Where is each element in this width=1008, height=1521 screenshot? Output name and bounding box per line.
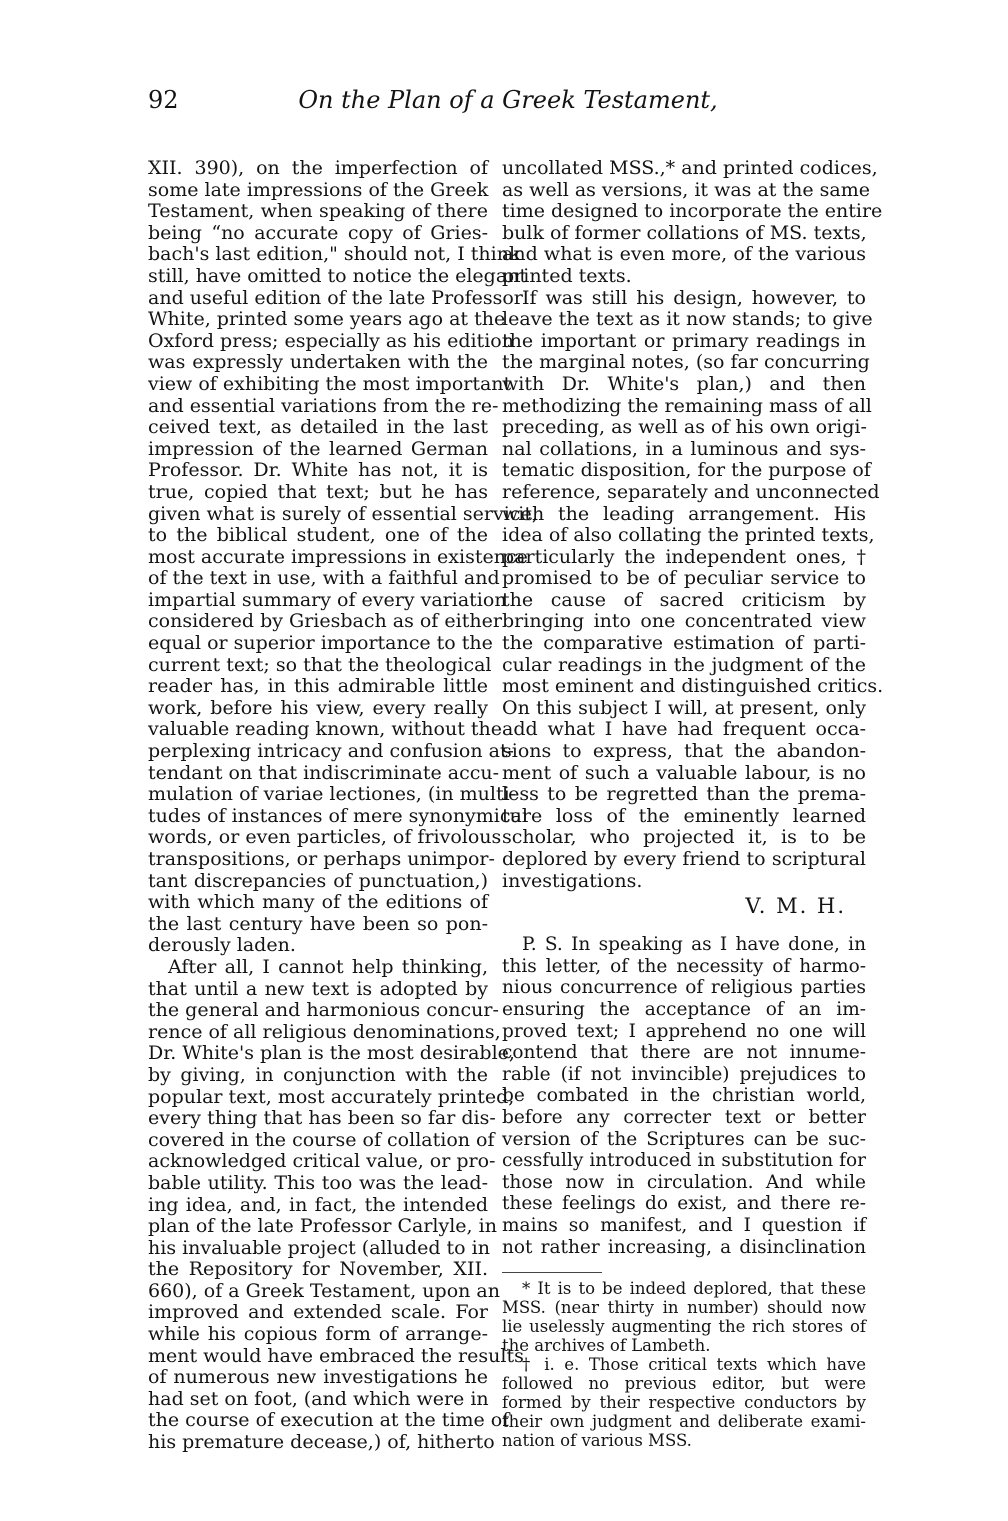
text-line: uncollated MSS.,* and printed codices, xyxy=(502,157,878,179)
text-line: printed texts. xyxy=(502,264,632,287)
text-line: the comparative estimation of parti- xyxy=(502,632,866,655)
text-line: the general and harmonious concur- xyxy=(148,999,499,1022)
signature: V. M. H. xyxy=(745,894,846,919)
text-line: covered in the course of collation of xyxy=(148,1128,495,1151)
text-line: idea of also collating the printed texts, xyxy=(502,524,875,547)
text-line: improved and extended scale. For xyxy=(148,1301,488,1324)
text-line: reference, separately and unconnected xyxy=(502,480,880,503)
text-line: bable utility. This too was the lead- xyxy=(148,1171,488,1194)
text-line: most eminent and distinguished critics. xyxy=(502,675,884,698)
text-line: true, copied that text; but he has xyxy=(148,480,488,503)
text-line: White, printed some years ago at the xyxy=(148,308,506,331)
text-line: tant discrepancies of punctuation,) xyxy=(148,869,488,892)
text-line: bach's last edition," should not, I think xyxy=(148,243,521,266)
text-line: After all, I cannot help thinking, xyxy=(168,955,488,978)
postscript-line: P. S. In speaking as I have done, in xyxy=(522,934,866,956)
text-line: ture loss of the eminently learned xyxy=(502,804,866,827)
text-line: deplored by every friend to scriptural xyxy=(502,848,866,870)
postscript-line: cessfully introduced in substitution for xyxy=(502,1150,866,1172)
page-header xyxy=(148,86,868,126)
text-line: some late impressions of the Greek xyxy=(148,178,489,201)
text-line: tudes of instances of mere synonymical xyxy=(148,804,528,827)
text-line: tematic disposition, for the purpose of xyxy=(502,459,871,482)
text-line: and essential variations from the re- xyxy=(148,394,499,417)
text-line: with Dr. White's plan,) and then xyxy=(502,372,866,395)
text-line: less to be regretted than the prema- xyxy=(502,783,866,806)
footnote-line: the archives of Lambeth. xyxy=(502,1336,711,1356)
text-line: being “no accurate copy of Gries- xyxy=(148,221,488,244)
text-line: XII. 390), on the imperfection of xyxy=(148,157,488,179)
text-line: rence of all religious denominations, xyxy=(148,1020,501,1043)
text-line: add what I have had frequent occa- xyxy=(502,718,866,741)
text-line: reader has, in this admirable little xyxy=(148,675,488,698)
text-line: ment would have embraced the results xyxy=(148,1344,524,1367)
text-line: 660), of a Greek Testament, upon an xyxy=(148,1279,500,1302)
text-line: impression of the learned German xyxy=(148,437,488,460)
footnote-line: lie uselessly augmenting the rich stores of xyxy=(502,1317,866,1337)
postscript-line: ensuring the acceptance of an im- xyxy=(502,998,866,1020)
footnote-line: formed by their respective conductors by xyxy=(502,1393,866,1413)
text-line: transpositions, or perhaps unimpor- xyxy=(148,848,495,870)
text-line: derously laden. xyxy=(148,934,296,957)
text-line: current text; so that the theological xyxy=(148,653,492,676)
postscript-line: rable (if not invincible) prejudices to xyxy=(502,1063,866,1085)
text-line: methodizing the remaining mass of all xyxy=(502,394,872,417)
text-line: by giving, in conjunction with the xyxy=(148,1063,488,1086)
text-line: work, before his view, every really xyxy=(148,696,488,719)
text-line: bringing into one concentrated view xyxy=(502,610,866,633)
text-line: Oxford press; especially as his edition xyxy=(148,329,514,352)
text-line: the cause of sacred criticism by xyxy=(502,588,866,611)
running-title: On the Plan of a Greek Testament, xyxy=(298,86,718,114)
text-line: bulk of former collations of MS. texts, xyxy=(502,221,867,244)
text-line: If was still his design, however, to xyxy=(522,286,866,309)
text-line: given what is surely of essential service, xyxy=(148,502,538,525)
text-line: the important or primary readings in xyxy=(502,329,866,352)
postscript-line: before any correcter text or better xyxy=(502,1106,866,1128)
text-line: the Repository for November, XII. xyxy=(148,1258,488,1281)
text-line: and useful edition of the late Professor xyxy=(148,286,523,309)
text-line: Professor. Dr. White has not, it is xyxy=(148,459,488,482)
text-line: as well as versions, it was at the same xyxy=(502,178,870,201)
postscript-line: version of the Scriptures can be suc- xyxy=(502,1128,866,1150)
text-line: Dr. White's plan is the most desirable, xyxy=(148,1042,515,1065)
postscript xyxy=(502,934,866,1258)
text-line: the course of execution at the time of xyxy=(148,1409,510,1432)
text-line: with the leading arrangement. His xyxy=(502,502,866,525)
postscript-line: be combated in the christian world, xyxy=(502,1085,866,1107)
text-line: still, have omitted to notice the elegant xyxy=(148,264,528,287)
text-line: equal or superior importance to the xyxy=(148,632,493,655)
postscript-line: nious concurrence of religious parties xyxy=(502,977,866,999)
footnotes xyxy=(502,1279,866,1450)
text-line: his premature decease,) of, hitherto xyxy=(148,1431,495,1454)
text-line: On this subject I will, at present, only xyxy=(502,696,866,719)
text-line: popular text, most accurately printed, xyxy=(148,1085,515,1108)
postscript-line: proved text; I apprehend no one will xyxy=(502,1020,866,1042)
text-line: valuable reading known, without the xyxy=(148,718,503,741)
text-line: ing idea, and, in fact, the intended xyxy=(148,1193,488,1216)
footnote-line: their own judgment and deliberate exami- xyxy=(502,1412,866,1432)
text-line: mulation of variae lectiones, (in multi- xyxy=(148,783,517,806)
text-line: plan of the late Professor Carlyle, in xyxy=(148,1215,497,1238)
text-line: acknowledged critical value, or pro- xyxy=(148,1150,496,1173)
text-line: was expressly undertaken with the xyxy=(148,351,488,374)
text-line: words, or even particles, of frivolous xyxy=(148,826,502,849)
text-line: nal collations, in a luminous and sys- xyxy=(502,437,866,460)
text-line: time designed to incorporate the entire xyxy=(502,200,883,223)
text-line: considered by Griesbach as of either xyxy=(148,610,502,633)
postscript-line: those now in circulation. And while xyxy=(502,1171,866,1193)
text-line: Testament, when speaking of there xyxy=(148,200,488,223)
postscript-line: contend that there are not innume- xyxy=(502,1042,866,1064)
text-line: preceding, as well as of his own origi- xyxy=(502,416,867,439)
text-line: ment of such a valuable labour, is no xyxy=(502,761,866,784)
text-line: his invaluable project (alluded to in xyxy=(148,1236,490,1259)
right-column-body xyxy=(502,157,884,892)
footnote-line: nation of various MSS. xyxy=(502,1431,692,1451)
text-line: investigations. xyxy=(502,869,643,892)
footnote-line: followed no previous editor, but were xyxy=(502,1374,866,1394)
footnote-line: † i. e. Those critical texts which have xyxy=(522,1355,866,1375)
text-line: scholar, who projected it, is to be xyxy=(502,826,866,849)
text-line: tendant on that indiscriminate accu- xyxy=(148,761,500,784)
text-line: the last century have been so pon- xyxy=(148,912,488,935)
text-line: cular readings in the judgment of the xyxy=(502,653,866,676)
text-line: to the biblical student, one of the xyxy=(148,524,488,547)
postscript-line: not rather increasing, a disinclination xyxy=(502,1236,866,1258)
footnote-line: MSS. (near thirty in number) should now xyxy=(502,1298,866,1318)
text-line: promised to be of peculiar service to xyxy=(502,567,866,590)
text-line: the marginal notes, (so far concurring xyxy=(502,351,870,374)
text-line: leave the text as it now stands; to give xyxy=(502,308,873,331)
right-column xyxy=(502,157,884,1451)
postscript-line: mains so manifest, and I question if xyxy=(502,1214,866,1236)
text-line: that until a new text is adopted by xyxy=(148,977,488,1000)
text-line: of numerous new investigations he xyxy=(148,1366,488,1389)
text-line: and what is even more, of the various xyxy=(502,243,866,266)
footnote-line: * It is to be indeed deplored, that these xyxy=(522,1279,866,1299)
text-line: ceived text, as detailed in the last xyxy=(148,416,488,439)
text-line: of the text in use, with a faithful and xyxy=(148,567,500,590)
text-line: perplexing intricacy and confusion at- xyxy=(148,740,514,763)
text-line: view of exhibiting the most important xyxy=(148,372,512,395)
postscript-line: these feelings do exist, and there re- xyxy=(502,1193,866,1215)
footnote-rule xyxy=(502,1272,602,1273)
text-line: had set on foot, (and which were in xyxy=(148,1387,489,1410)
text-line: while his copious form of arrange- xyxy=(148,1323,488,1346)
left-column xyxy=(148,157,538,1454)
page-number: 92 xyxy=(148,86,179,114)
text-line: most accurate impressions in existence xyxy=(148,545,528,568)
postscript-line: this letter, of the necessity of harmo- xyxy=(502,955,866,977)
text-line: with which many of the editions of xyxy=(148,891,488,914)
text-line: sions to express, that the abandon- xyxy=(502,740,866,763)
text-line: every thing that has been so far dis- xyxy=(148,1107,496,1130)
text-line: particularly the independent ones, † xyxy=(502,545,866,568)
text-line: impartial summary of every variation xyxy=(148,588,507,611)
